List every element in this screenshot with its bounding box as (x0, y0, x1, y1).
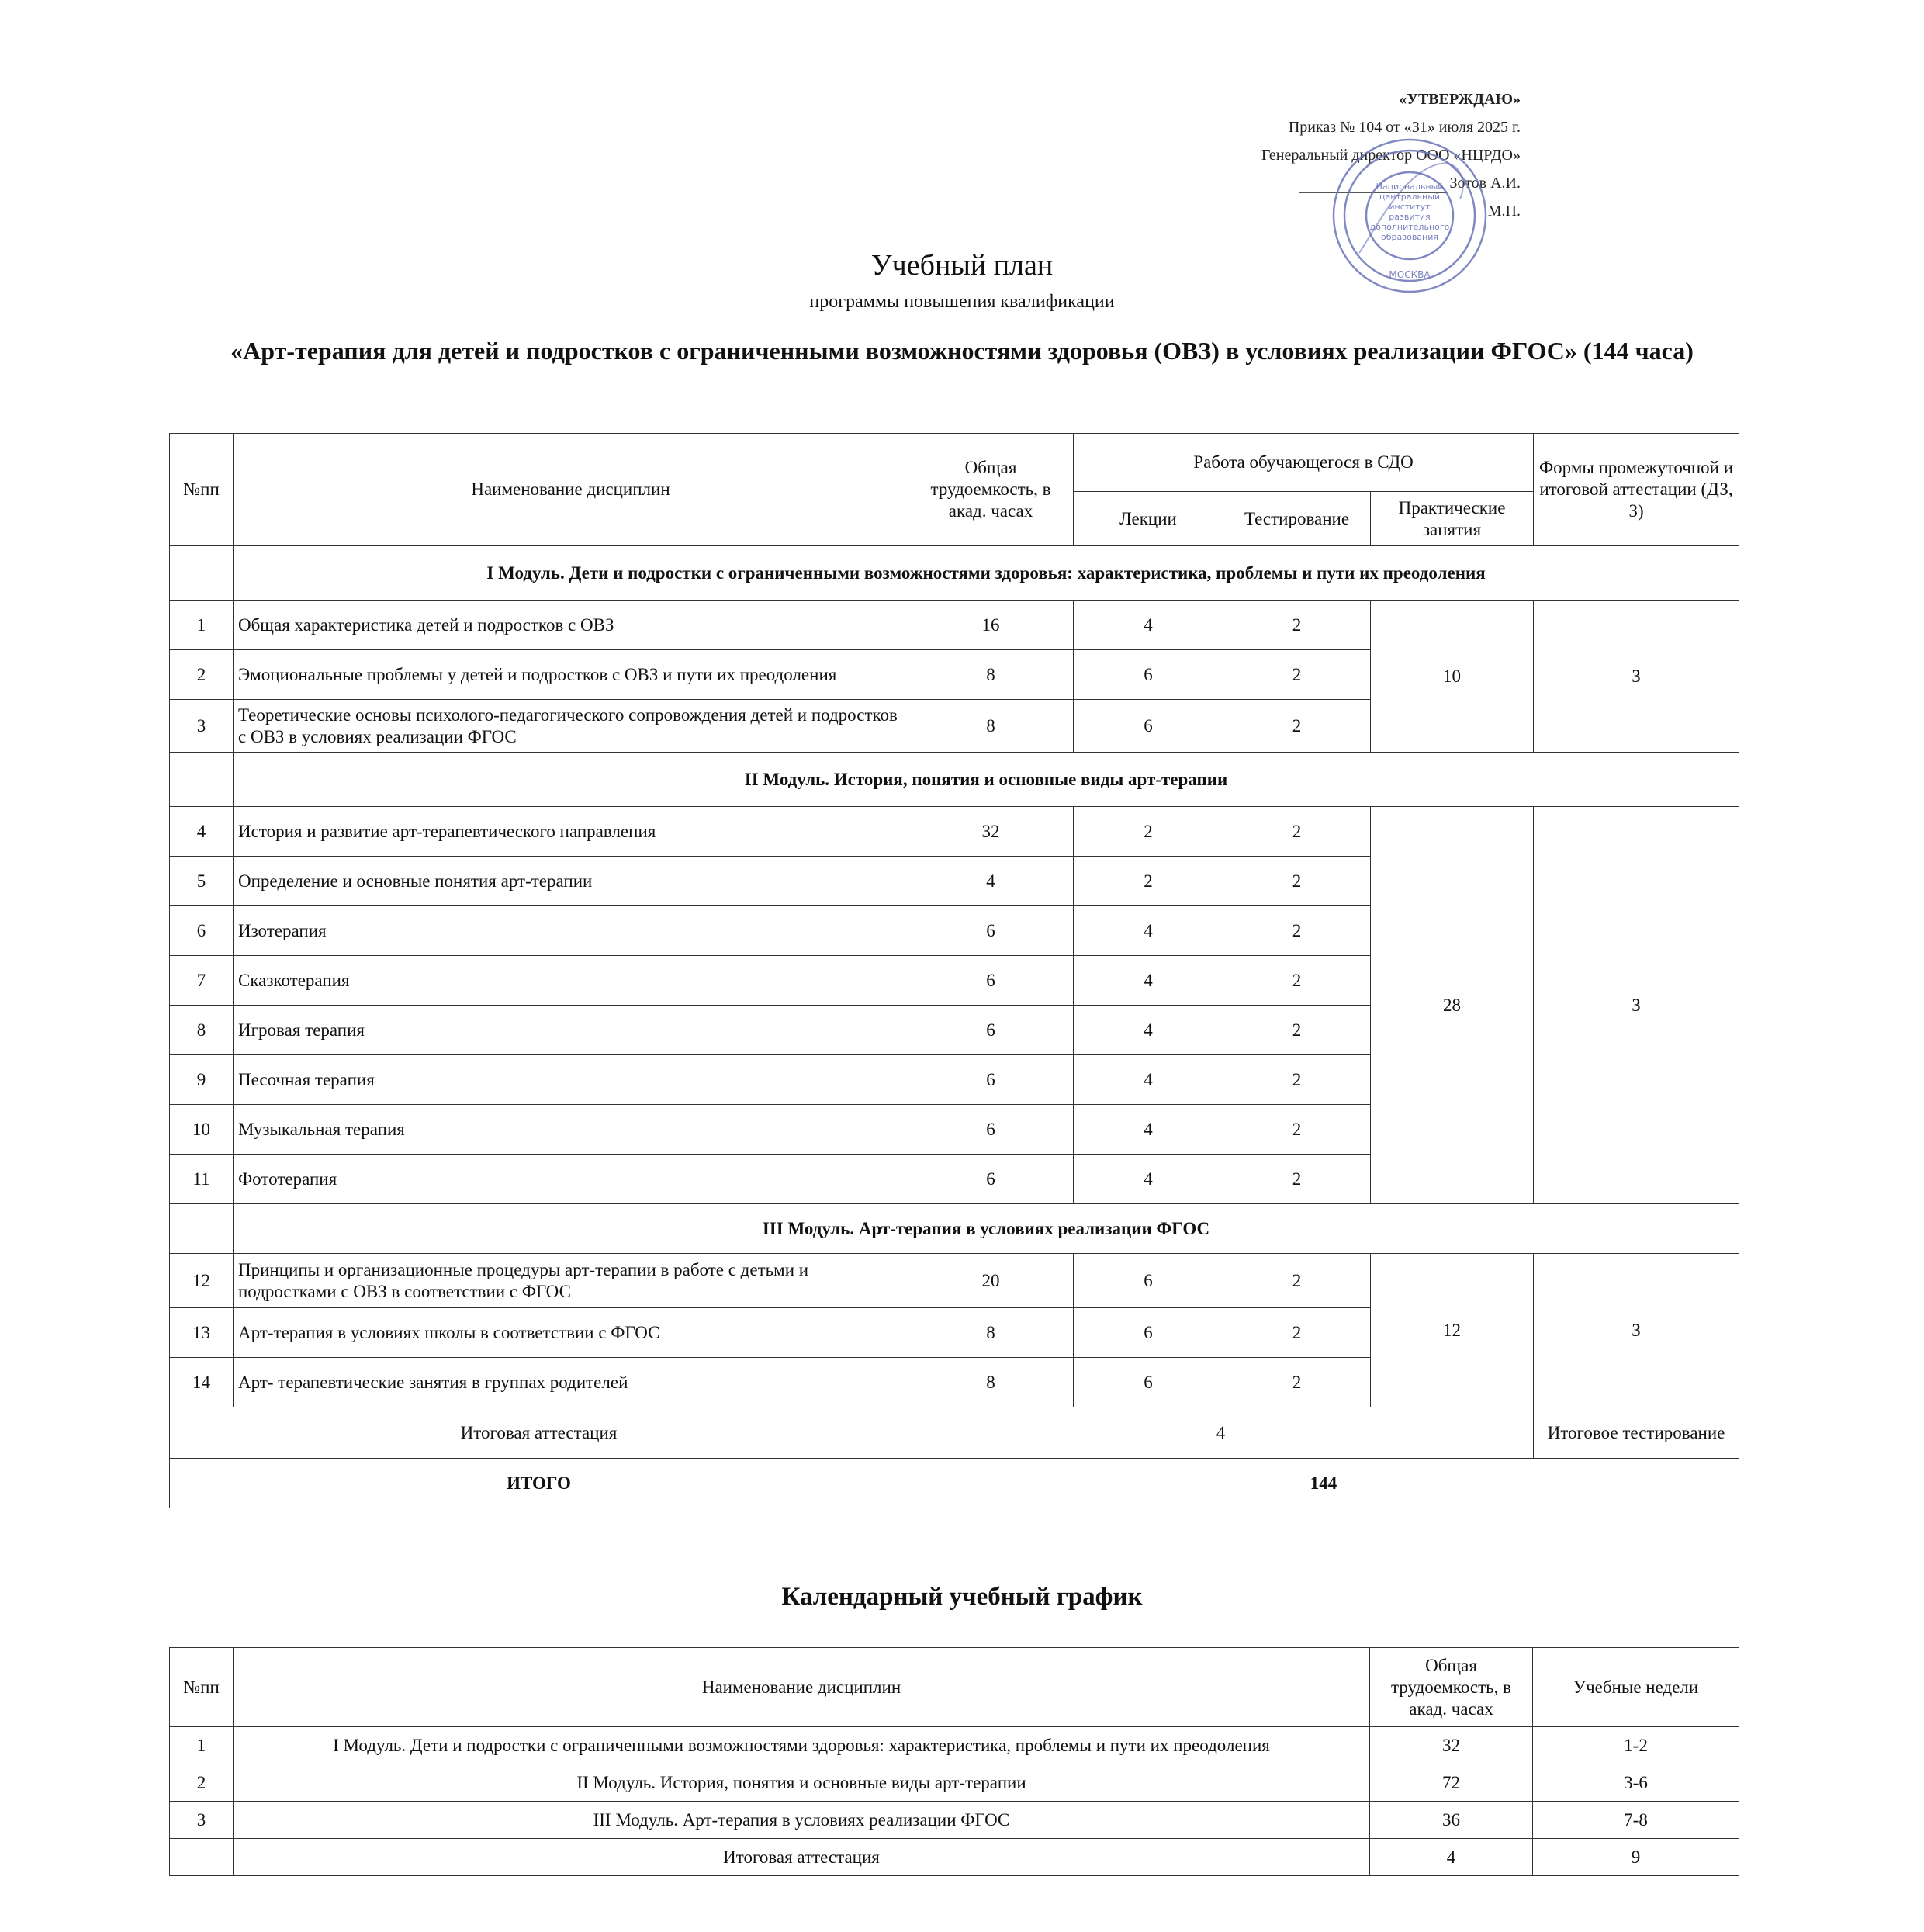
module-practice: 28 (1371, 807, 1534, 1204)
row-total: 6 (908, 906, 1074, 956)
row-testing: 2 (1223, 1308, 1371, 1358)
row-testing: 2 (1223, 650, 1371, 700)
total-value: 144 (908, 1459, 1739, 1508)
cal-row-total: 4 (1370, 1839, 1533, 1876)
row-lectures: 4 (1074, 1006, 1223, 1055)
page-subtitle: программы повышения квалификации (809, 292, 1115, 312)
module-form: З (1534, 807, 1739, 1204)
row-name: Определение и основные понятия арт-терапии (234, 857, 908, 906)
row-name: История и развитие арт-терапевтического направления (234, 807, 908, 857)
total-label: ИТОГО (170, 1459, 908, 1508)
cal-row-total: 36 (1370, 1802, 1533, 1839)
final-attestation-value: 4 (908, 1407, 1534, 1459)
row-lectures: 6 (1074, 650, 1223, 700)
approval-name: Зотов А.И. (1449, 175, 1521, 192)
row-num: 14 (170, 1358, 234, 1407)
table-row (170, 807, 1739, 857)
stamp-line-3: институт (1389, 202, 1431, 212)
module-title: II Модуль. История, понятия и основные виды арт-терапии (234, 753, 1739, 807)
row-total: 8 (908, 1308, 1074, 1358)
col-header-num: №пп (170, 434, 234, 546)
final-attestation-label: Итоговая аттестация (170, 1407, 908, 1459)
row-total: 8 (908, 1358, 1074, 1407)
approval-title: «УТВЕРЖДАЮ» (1399, 91, 1521, 108)
cal-row-weeks: 7-8 (1533, 1802, 1739, 1839)
row-num: 5 (170, 857, 234, 906)
row-num: 9 (170, 1055, 234, 1105)
row-lectures: 4 (1074, 1155, 1223, 1204)
module-title: III Модуль. Арт-терапия в условиях реализации ФГОС (234, 1204, 1739, 1254)
row-total: 32 (908, 807, 1074, 857)
row-total: 6 (908, 956, 1074, 1006)
row-testing: 2 (1223, 1105, 1371, 1155)
row-name: Музыкальная терапия (234, 1105, 908, 1155)
row-num: 6 (170, 906, 234, 956)
row-name: Эмоциональные проблемы у детей и подростков с ОВЗ и пути их преодоления (234, 650, 908, 700)
row-total: 6 (908, 1055, 1074, 1105)
cal-row-name: II Модуль. История, понятия и основные виды арт-терапии (234, 1764, 1370, 1802)
row-num: 11 (170, 1155, 234, 1204)
table-row (170, 601, 1739, 650)
col-header-forms: Формы промежуточной и итоговой аттестации (ДЗ, З) (1534, 434, 1739, 546)
row-num: 7 (170, 956, 234, 1006)
row-lectures: 4 (1074, 906, 1223, 956)
table-row (170, 1802, 1739, 1839)
cal-row-num: 3 (170, 1802, 234, 1839)
row-testing: 2 (1223, 700, 1371, 753)
row-name: Арт- терапевтические занятия в группах родителей (234, 1358, 908, 1407)
page-title: Учебный план (870, 249, 1054, 282)
stamp-line-1: Национальный (1376, 182, 1444, 192)
row-testing: 2 (1223, 1254, 1371, 1308)
final-attestation-form: Итоговое тестирование (1534, 1407, 1739, 1459)
cal-row-total: 32 (1370, 1727, 1533, 1764)
row-lectures: 6 (1074, 1254, 1223, 1308)
row-testing: 2 (1223, 1358, 1371, 1407)
module-form: З (1534, 601, 1739, 753)
stamp-line-2: центральный (1379, 192, 1441, 202)
table-row (170, 1727, 1739, 1764)
stamp-line-6: образования (1381, 232, 1438, 242)
approval-order: Приказ № 104 от «31» июля 2025 г. (1288, 119, 1521, 136)
row-lectures: 4 (1074, 1055, 1223, 1105)
row-testing: 2 (1223, 956, 1371, 1006)
cal-row-num: 1 (170, 1727, 234, 1764)
row-lectures: 6 (1074, 700, 1223, 753)
cal-row-weeks: 3-6 (1533, 1764, 1739, 1802)
row-total: 4 (908, 857, 1074, 906)
cal-row-num: 2 (170, 1764, 234, 1802)
row-testing: 2 (1223, 1155, 1371, 1204)
col-header-testing: Тестирование (1223, 492, 1371, 546)
row-num: 4 (170, 807, 234, 857)
row-testing: 2 (1223, 807, 1371, 857)
study-plan-table (169, 433, 1739, 1508)
table-row (170, 1839, 1739, 1876)
calendar-title: Календарный учебный график (781, 1583, 1143, 1611)
cal-row-num (170, 1839, 234, 1876)
row-name: Сказкотерапия (234, 956, 908, 1006)
row-num: 10 (170, 1105, 234, 1155)
row-name: Изотерапия (234, 906, 908, 956)
cal-row-name: Итоговая аттестация (234, 1839, 1370, 1876)
calendar-table (169, 1647, 1739, 1876)
row-total: 6 (908, 1155, 1074, 1204)
module-form: З (1534, 1254, 1739, 1407)
row-testing: 2 (1223, 906, 1371, 956)
table-row (170, 1764, 1739, 1802)
row-lectures: 4 (1074, 956, 1223, 1006)
row-name: Песочная терапия (234, 1055, 908, 1105)
module-spacer (170, 1204, 234, 1254)
cal-header-num: №пп (170, 1648, 234, 1727)
row-testing: 2 (1223, 1055, 1371, 1105)
row-total: 8 (908, 650, 1074, 700)
cal-header-name: Наименование дисциплин (234, 1648, 1370, 1727)
stamp-line-5: дополнительного (1369, 222, 1450, 232)
col-header-work: Работа обучающегося в СДО (1074, 434, 1534, 492)
row-num: 8 (170, 1006, 234, 1055)
row-lectures: 6 (1074, 1358, 1223, 1407)
row-num: 1 (170, 601, 234, 650)
table-row (170, 1254, 1739, 1308)
row-testing: 2 (1223, 1006, 1371, 1055)
row-name: Игровая терапия (234, 1006, 908, 1055)
row-testing: 2 (1223, 601, 1371, 650)
row-name: Принципы и организационные процедуры арт-терапии в работе с детьми и подростками с ОВЗ в соответствии с ФГОС (234, 1254, 908, 1308)
row-total: 20 (908, 1254, 1074, 1308)
approval-position: Генеральный директор ООО «НЦРДО» (1261, 147, 1521, 164)
row-total: 6 (908, 1006, 1074, 1055)
module-title: I Модуль. Дети и подростки с ограниченными возможностями здоровья: характеристика, проблемы и пути их преодоления (234, 546, 1739, 601)
row-num: 13 (170, 1308, 234, 1358)
approval-mp: М.П. (1487, 203, 1521, 220)
module-spacer (170, 546, 234, 601)
stamp-line-4: развития (1389, 212, 1431, 222)
row-total: 6 (908, 1105, 1074, 1155)
module-spacer (170, 753, 234, 807)
cal-row-name: III Модуль. Арт-терапия в условиях реализации ФГОС (234, 1802, 1370, 1839)
col-header-lectures: Лекции (1074, 492, 1223, 546)
program-title: «Арт-терапия для детей и подростков с ограниченными возможностями здоровья (ОВЗ) в условиях реализации ФГОС» (144 часа) (230, 337, 1694, 365)
module-practice: 12 (1371, 1254, 1534, 1407)
row-num: 2 (170, 650, 234, 700)
row-name: Теоретические основы психолого-педагогического сопровождения детей и подростков с ОВЗ в условиях реализации ФГОС (234, 700, 908, 753)
col-header-practice: Практические занятия (1371, 492, 1534, 546)
row-lectures: 4 (1074, 601, 1223, 650)
row-name: Фототерапия (234, 1155, 908, 1204)
row-num: 12 (170, 1254, 234, 1308)
row-lectures: 2 (1074, 857, 1223, 906)
cal-header-total: Общая трудоемкость, в акад. часах (1370, 1648, 1533, 1727)
cal-row-total: 72 (1370, 1764, 1533, 1802)
row-total: 16 (908, 601, 1074, 650)
row-lectures: 6 (1074, 1308, 1223, 1358)
row-num: 3 (170, 700, 234, 753)
stamp-city: МОСКВА (1389, 269, 1431, 280)
module-practice: 10 (1371, 601, 1534, 753)
row-total: 8 (908, 700, 1074, 753)
cal-row-name: I Модуль. Дети и подростки с ограниченными возможностями здоровья: характеристика, проблемы и пути их преодоления (234, 1727, 1370, 1764)
row-testing: 2 (1223, 857, 1371, 906)
row-name: Общая характеристика детей и подростков с ОВЗ (234, 601, 908, 650)
col-header-total: Общая трудоемкость, в акад. часах (908, 434, 1074, 546)
row-lectures: 2 (1074, 807, 1223, 857)
row-lectures: 4 (1074, 1105, 1223, 1155)
col-header-name: Наименование дисциплин (234, 434, 908, 546)
cal-row-weeks: 9 (1533, 1839, 1739, 1876)
cal-row-weeks: 1-2 (1533, 1727, 1739, 1764)
cal-header-weeks: Учебные недели (1533, 1648, 1739, 1727)
row-name: Арт-терапия в условиях школы в соответствии с ФГОС (234, 1308, 908, 1358)
